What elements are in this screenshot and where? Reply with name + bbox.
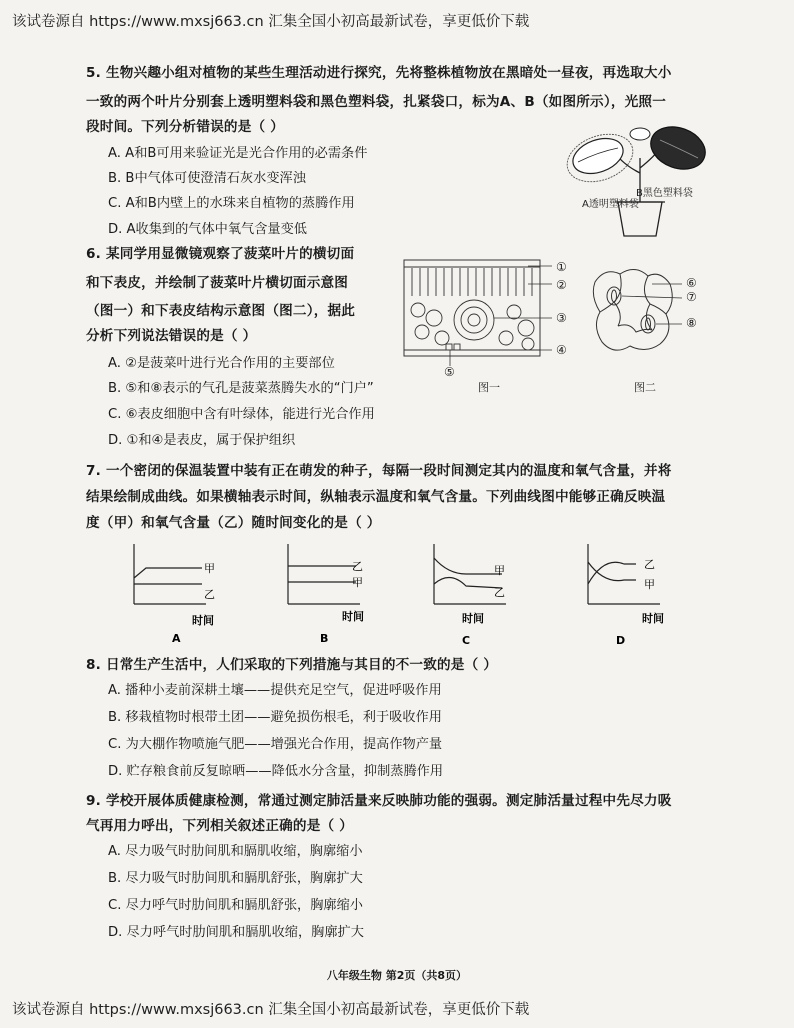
- q9-line-2: 气再用力呼出，下列相关叙述正确的是（ ）: [86, 818, 354, 834]
- graph-d-xlabel: 时间: [642, 612, 664, 625]
- fig1-marker-2: ②: [556, 278, 567, 292]
- graph-b-upper-label: 乙: [352, 560, 363, 573]
- graph-a: [126, 540, 236, 650]
- graph-b-lower-label: 甲: [352, 576, 363, 589]
- source-banner-bottom: 该试卷源自 https://www.mxsj663.cn 汇集全国小初高最新试卷，享更低价下载: [12, 1002, 530, 1018]
- fig1-marker-1: ①: [556, 260, 567, 274]
- fig1-marker-3: ③: [556, 311, 567, 325]
- graph-b-letter: B: [320, 632, 329, 645]
- q8-option-b: B. 移栽植物时根带土团——避免损伤根毛，利于吸收作用: [108, 710, 442, 725]
- fig2-marker-8: ⑧: [686, 316, 697, 330]
- fig2-marker-7: ⑦: [686, 290, 697, 304]
- graph-d-lower-label: 甲: [644, 578, 655, 591]
- fig1-marker-4: ④: [556, 343, 567, 357]
- source-banner-top: 该试卷源自 https://www.mxsj663.cn 汇集全国小初高最新试卷，享更低价下载: [12, 14, 530, 30]
- fig2-caption: 图二: [634, 381, 656, 394]
- q8-line-1: 8. 日常生产生活中，人们采取的下列措施与其目的不一致的是（ ）: [86, 657, 498, 673]
- graph-d-upper-label: 乙: [644, 558, 655, 571]
- q6-line-2: 和下表皮，并绘制了菠菜叶片横切面示意图: [86, 275, 349, 291]
- q5-option-c: C. A和B内壁上的水珠来自植物的蒸腾作用: [108, 196, 355, 211]
- graph-c-lower-label: 乙: [494, 586, 505, 599]
- q7-line-2: 结果绘制成曲线。如果横轴表示时间，纵轴表示温度和氧气含量。下列曲线图中能够正确反映温: [86, 489, 666, 505]
- graph-a-lower-label: 乙: [204, 588, 215, 601]
- q8-option-c: C. 为大棚作物喷施气肥——增强光合作用，提高作物产量: [108, 737, 443, 752]
- graph-b: [280, 540, 390, 650]
- plant-bag-figure: [560, 118, 720, 238]
- q5-line-3: 段时间。下列分析错误的是（ ）: [86, 119, 285, 135]
- q5-line-2: 一致的两个叶片分别套上透明塑料袋和黑色塑料袋，扎紧袋口，标为A、B（如图所示），光照一: [86, 94, 667, 110]
- q6-option-d: D. ①和④是表皮，属于保护组织: [108, 433, 296, 448]
- q9-line-1: 9. 学校开展体质健康检测，常通过测定肺活量来反映肺功能的强弱。测定肺活量过程中先尽力吸: [86, 793, 672, 809]
- fig2-marker-6: ⑥: [686, 276, 697, 290]
- q6-option-a: A. ②是菠菜叶进行光合作用的主要部位: [108, 356, 335, 371]
- graph-a-upper-label: 甲: [204, 562, 215, 575]
- graph-a-letter: A: [172, 632, 181, 645]
- page-footer: 八年级生物 第2页（共8页）: [326, 969, 468, 982]
- fig1-marker-5: ⑤: [444, 365, 455, 379]
- q6-option-c: C. ⑥表皮细胞中含有叶绿体，能进行光合作用: [108, 407, 375, 422]
- q5-option-b: B. B中气体可使澄清石灰水变浑浊: [108, 171, 306, 186]
- fig1-caption: 图一: [478, 381, 500, 394]
- graph-c: [426, 540, 536, 650]
- q5-option-a: A. A和B可用来验证光是光合作用的必需条件: [108, 146, 368, 161]
- bag-b-label: B黑色塑料袋: [636, 188, 693, 199]
- graph-a-xlabel: 时间: [192, 614, 214, 627]
- q7-line-1: 7. 一个密闭的保温装置中装有正在萌发的种子，每隔一段时间测定其内的温度和氧气含量，并将: [86, 463, 672, 479]
- q8-option-a: A. 播种小麦前深耕土壤——提供充足空气，促进呼吸作用: [108, 683, 442, 698]
- q6-option-b: B. ⑤和⑧表示的气孔是菠菜蒸腾失水的“门户”: [108, 381, 374, 396]
- graph-b-xlabel: 时间: [342, 610, 364, 623]
- q6-line-4: 分析下列说法错误的是（ ）: [86, 328, 257, 344]
- leaf-cross-section-figure: [402, 258, 552, 363]
- q6-line-1: 6. 某同学用显微镜观察了菠菜叶片的横切面: [86, 246, 355, 262]
- q9-option-d: D. 尽力呼气时肋间肌和膈肌收缩，胸廓扩大: [108, 925, 364, 940]
- graph-d-letter: D: [616, 634, 626, 647]
- q8-option-d: D. 贮存粮食前反复晾晒——降低水分含量，抑制蒸腾作用: [108, 764, 444, 779]
- graph-c-xlabel: 时间: [462, 612, 484, 625]
- q5-line-1: 5. 生物兴趣小组对植物的某些生理活动进行探究，先将整株植物放在黑暗处一昼夜，再选取大小: [86, 65, 672, 81]
- q7-line-3: 度（甲）和氧气含量（乙）随时间变化的是（ ）: [86, 515, 381, 531]
- q9-option-a: A. 尽力吸气时肋间肌和膈肌收缩，胸廓缩小: [108, 844, 363, 859]
- graph-c-upper-label: 甲: [494, 564, 505, 577]
- q6-line-3: （图一）和下表皮结构示意图（图二），据此: [86, 303, 356, 319]
- q9-option-c: C. 尽力呼气时肋间肌和膈肌舒张，胸廓缩小: [108, 898, 363, 913]
- q9-option-b: B. 尽力吸气时肋间肌和膈肌舒张，胸廓扩大: [108, 871, 363, 886]
- lower-epidermis-figure: [590, 262, 680, 362]
- bag-a-label: A透明塑料袋: [582, 199, 639, 210]
- graph-d: [580, 540, 690, 650]
- q5-option-d: D. A收集到的气体中氧气含量变低: [108, 222, 307, 237]
- graph-c-letter: C: [462, 634, 471, 647]
